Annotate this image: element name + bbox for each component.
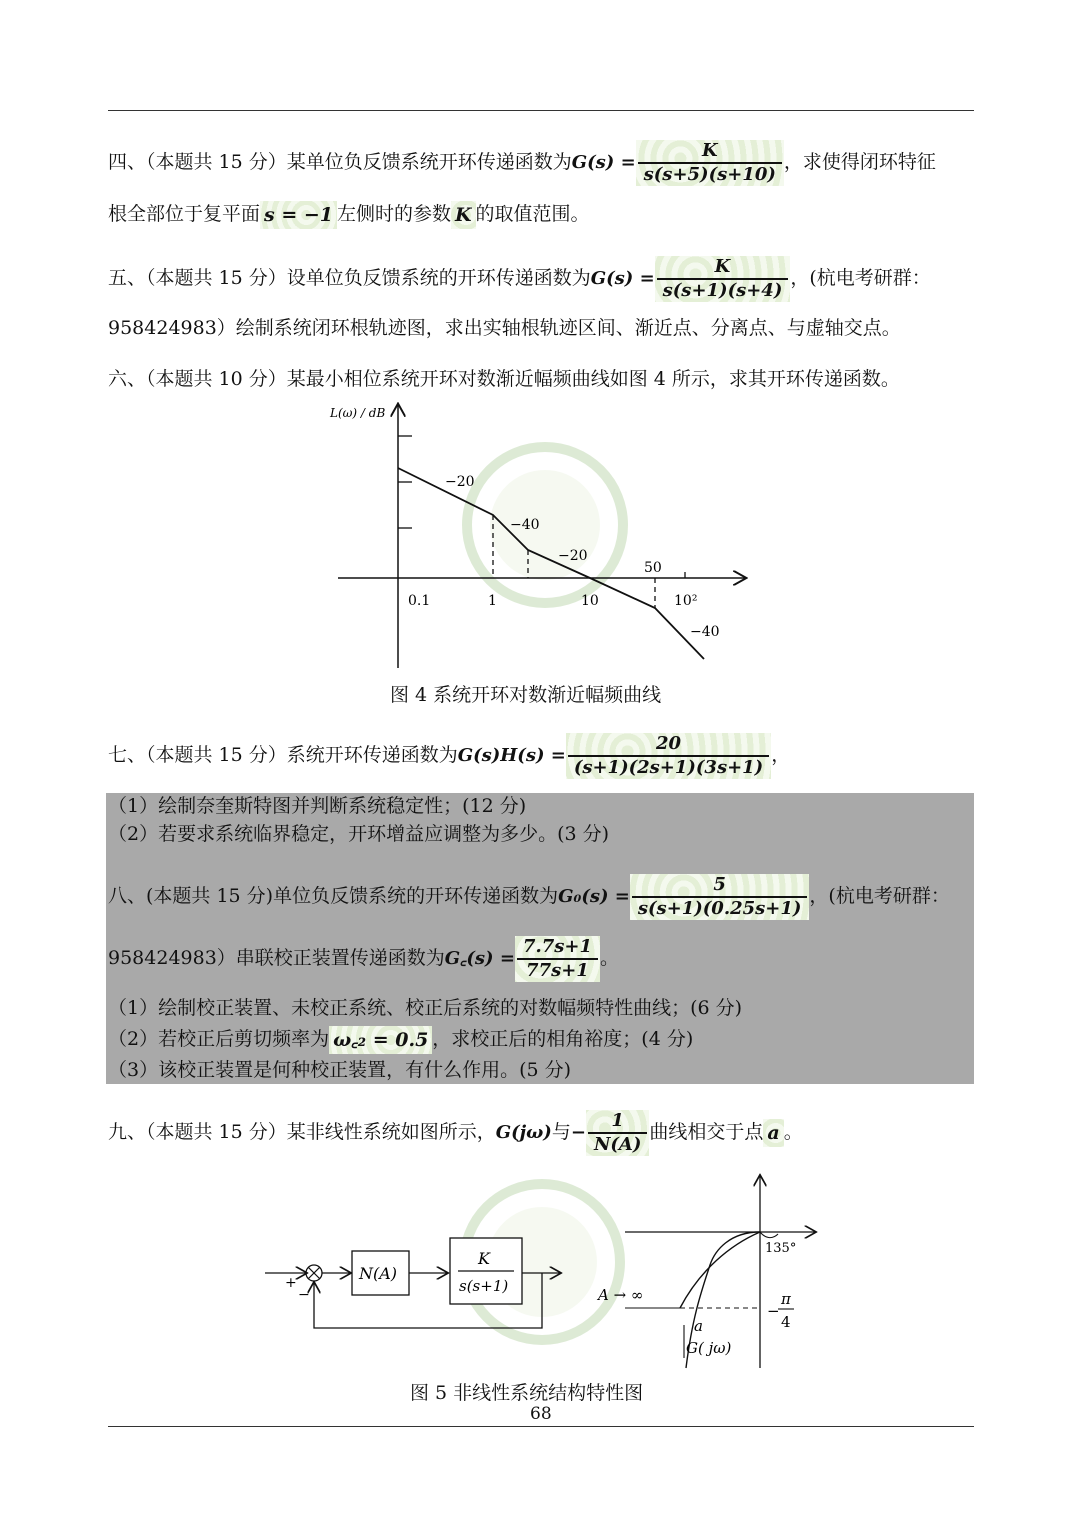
minus-sign: − [298,1287,310,1303]
q8-num2: 7.7s+1 [522,936,592,957]
gjw-label: G( jω) [686,1339,732,1357]
header-rule [108,110,974,111]
x-tick-10: 10 [581,593,599,609]
q8-sub3: （3）该校正装置是何种校正装置，有什么作用。(5 分) [108,1059,572,1081]
x-tick-0.1: 0.1 [408,593,431,609]
figure-5-nonlinear-system [260,1170,830,1375]
q4-param: K [451,201,476,229]
q8-num: 5 [713,874,726,895]
footer-rule [108,1426,974,1427]
x-tick-100: 10² [674,593,698,609]
figure-4-bode-plot [320,395,760,675]
q5-line1 [108,256,931,302]
figure-5-caption: 图 5 非线性系统结构特性图 [410,1382,644,1404]
block-nonlinear-label: N(A) [359,1264,398,1283]
intersection-point-label: a [694,1317,703,1335]
q9-minus: − [570,1121,586,1143]
q7-line1 [108,733,790,779]
q5-fraction [655,256,791,302]
slope-label-1: −20 [445,474,475,490]
q6-text: 六、（本题共 10 分）某最小相位系统开环对数渐近幅频曲线如图 4 所示，求其开环传递函数。 [108,368,900,390]
pi-label: π [781,1290,791,1308]
q8-lhs2: G꜀(s) = [444,947,515,969]
q4-line1 [108,140,936,186]
q8-omega: ω꜀₂ = 0.5 [329,1026,432,1054]
q8-line2 [108,936,619,982]
page-number: 68 [530,1404,552,1424]
q4-lhs: G(s) = [571,151,636,173]
q9-fraction [586,1110,649,1156]
q8-den2: 77s+1 [526,959,589,981]
neg-sign: − [767,1302,780,1320]
q8-sub2 [108,1026,693,1054]
q8-line2-a: 958424983）串联校正装置传递函数为 [108,946,445,969]
q9-line1 [108,1110,803,1156]
block-plant-num: K [478,1249,490,1268]
q8-sub2-a: （2）若校正后剪切频率为 [108,1028,330,1050]
slope-label-4: −40 [690,624,720,640]
plus-sign: + [285,1275,297,1291]
q4-den: s(s+5)(s+10) [643,163,776,185]
y-axis-label: L(ω) / dB [330,406,386,420]
x-tick-50: 50 [644,560,662,576]
q4-line2-b: 左侧时的参数 [337,203,452,225]
q8-line2-b: 。 [599,946,619,969]
angle-label: 135° [765,1241,797,1256]
q7-num: 20 [655,733,682,754]
block-plant-den: s(s+1) [459,1277,509,1295]
q8-fraction2 [515,936,600,982]
q4-suffix: ，求使得闭环特征 [783,150,936,173]
x-tick-1: 1 [488,593,497,609]
four-label: 4 [781,1313,791,1331]
q9-prefix: 九、（本题共 15 分）某非线性系统如图所示， [108,1120,496,1143]
a-infinity-label: A → ∞ [598,1286,644,1304]
q8-suffix: ，(杭电考研群： [809,884,950,907]
watermark-seal [467,447,623,603]
q7-sub1: （1）绘制奈奎斯特图并判断系统稳定性；(12 分) [108,795,527,817]
q4-num: K [701,140,718,161]
q5-line2: 958424983）绘制系统闭环根轨迹图，求出实轴根轨迹区间、渐近点、分离点、与虚轴交点。 [108,317,901,339]
q4-line2 [108,201,590,229]
slope-label-3: −20 [558,548,588,564]
q9-num: 1 [611,1110,624,1131]
q9-point: a [763,1119,783,1147]
q4-prefix: 四、（本题共 15 分）某单位负反馈系统开环传递函数为 [108,150,572,173]
q9-den: N(A) [593,1133,642,1155]
q4-line2-a: 根全部位于复平面 [108,203,261,225]
q8-line1 [108,874,950,920]
q9-end: 。 [783,1120,803,1143]
slope-label-2: −40 [510,517,540,533]
q8-prefix: 八、(本题共 15 分)单位负反馈系统的开环传递函数为 [108,884,559,907]
q8-fraction [630,874,810,920]
q9-mid: 与 [551,1120,571,1143]
neg-inv-n-curve [680,1232,760,1308]
q5-lhs: G(s) = [590,267,655,289]
q5-num: K [714,256,731,277]
q7-fraction [566,733,771,779]
q7-sub2: （2）若要求系统临界稳定，开环增益应调整为多少。(3 分) [108,823,610,845]
q7-prefix: 七、（本题共 15 分）系统开环传递函数为 [108,743,458,766]
q7-suffix: ， [771,743,791,766]
q4-fraction [636,140,784,186]
q5-den: s(s+1)(s+4) [662,279,783,301]
q8-sub1: （1）绘制校正装置、未校正系统、校正后系统的对数幅频特性曲线；(6 分) [108,997,743,1019]
q7-den: (s+1)(2s+1)(3s+1) [573,756,764,778]
q4-condition: s = −1 [260,201,337,229]
q5-suffix: ，(杭电考研群： [790,266,931,289]
figure-4-caption: 图 4 系统开环对数渐近幅频曲线 [390,684,662,706]
q8-sub2-b: ，求校正后的相角裕度；(4 分) [432,1028,694,1050]
q4-line2-c: 的取值范围。 [475,203,590,225]
q9-g: G(jω) [495,1121,552,1143]
q9-suffix: 曲线相交于点 [649,1120,764,1143]
q5-prefix: 五、（本题共 15 分）设单位负反馈系统的开环传递函数为 [108,266,591,289]
q7-lhs: G(s)H(s) = [457,744,566,766]
q8-lhs: G₀(s) = [558,885,630,907]
q8-den: s(s+1)(0.25s+1) [637,897,802,919]
